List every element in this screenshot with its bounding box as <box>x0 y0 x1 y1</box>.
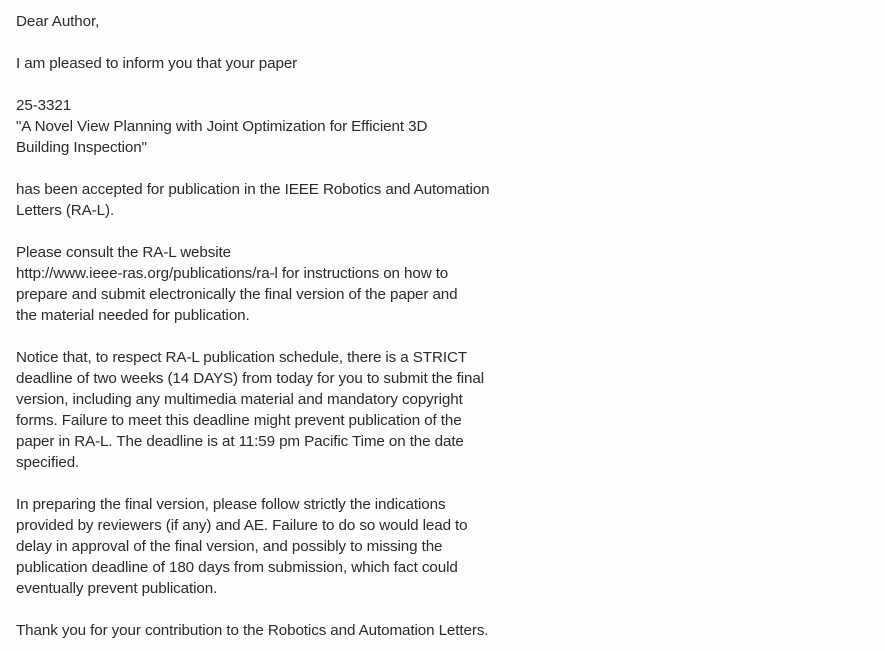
notice-line: Notice that, to respect RA-L publication schedule, there is a STRICT <box>16 349 468 366</box>
notice-line: forms. Failure to meet this deadline might prevent publication of the <box>16 412 462 429</box>
paper-title-line: Building Inspection" <box>16 139 147 156</box>
thank-you-line: Thank you for your contribution to the Robotics and Automation Letters. <box>16 622 489 639</box>
paragraph-gap <box>16 74 876 95</box>
paragraph-gap <box>16 32 876 53</box>
paper-title-line: "A Novel View Planning with Joint Optimization for Efficient 3D <box>16 118 428 135</box>
consult-line: the material needed for publication. <box>16 307 250 324</box>
intro-text: I am pleased to inform you that your paper <box>16 55 298 72</box>
acceptance-line: has been accepted for publication in the IEEE Robotics and Automation <box>16 181 490 198</box>
consult-line: prepare and submit electronically the final version of the paper and <box>16 286 458 303</box>
paragraph-gap <box>16 326 876 347</box>
notice-line: version, including any multimedia material and mandatory copyright <box>16 391 463 408</box>
preparation-line: provided by reviewers (if any) and AE. Failure to do so would lead to <box>16 517 468 534</box>
notice-line: deadline of two weeks (14 DAYS) from today for you to submit the final <box>16 370 484 387</box>
preparation-line: eventually prevent publication. <box>16 580 218 597</box>
notice-line: specified. <box>16 454 80 471</box>
consult-line: http://www.ieee-ras.org/publications/ra-l for instructions on how to <box>16 265 449 282</box>
paragraph-gap <box>16 473 876 494</box>
greeting: Dear Author, <box>16 13 100 30</box>
acceptance-line: Letters (RA-L). <box>16 202 115 219</box>
consult-line: Please consult the RA-L website <box>16 244 231 261</box>
notice-line: paper in RA-L. The deadline is at 11:59 pm Pacific Time on the date <box>16 433 464 450</box>
preparation-line: publication deadline of 180 days from submission, which fact could <box>16 559 458 576</box>
preparation-line: delay in approval of the final version, and possibly to missing the <box>16 538 443 555</box>
email-body <box>16 11 876 641</box>
paper-id: 25-3321 <box>16 97 72 114</box>
paragraph-gap <box>16 158 876 179</box>
preparation-line: In preparing the final version, please follow strictly the indications <box>16 496 446 513</box>
paragraph-gap <box>16 599 876 620</box>
paragraph-gap <box>16 221 876 242</box>
